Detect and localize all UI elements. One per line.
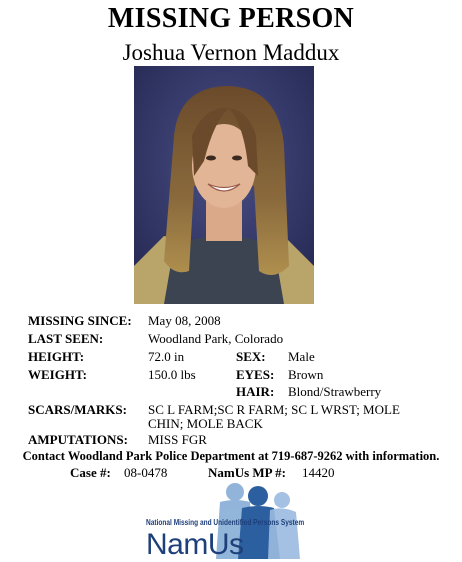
namus-tagline: National Missing and Unidentified Persons System bbox=[146, 518, 305, 527]
contact-line: Contact Woodland Park Police Department at 719-687-9262 with information. bbox=[22, 449, 440, 463]
amputations-value: MISS FGR bbox=[148, 432, 207, 447]
namus-wordmark: NamUs bbox=[146, 528, 244, 561]
sex-value: Male bbox=[288, 349, 315, 364]
namus-mp-value: 14420 bbox=[302, 465, 335, 480]
case-label: Case #: bbox=[70, 465, 111, 480]
weight-label: WEIGHT: bbox=[28, 367, 87, 382]
case-value: 08-0478 bbox=[124, 465, 168, 480]
hair-label: HAIR: bbox=[236, 384, 275, 399]
height-value: 72.0 in bbox=[148, 349, 185, 364]
person-name: Joshua Vernon Maddux bbox=[122, 40, 340, 65]
scars-marks-line2: CHIN; MOLE BACK bbox=[148, 416, 263, 431]
namus-mp-label: NamUs MP #: bbox=[208, 465, 286, 480]
last-seen-label: LAST SEEN: bbox=[28, 331, 104, 346]
eyes-value: Brown bbox=[288, 367, 324, 382]
scars-marks-line1: SC L FARM;SC R FARM; SC L WRST; MOLE bbox=[148, 402, 400, 417]
missing-since-label: MISSING SINCE: bbox=[28, 313, 132, 328]
eyes-label: EYES: bbox=[236, 367, 275, 382]
scars-marks-label: SCARS/MARKS: bbox=[28, 402, 127, 417]
weight-value: 150.0 lbs bbox=[148, 367, 196, 382]
amputations-label: AMPUTATIONS: bbox=[28, 432, 128, 447]
hair-value: Blond/Strawberry bbox=[288, 384, 382, 399]
last-seen-value: Woodland Park, Colorado bbox=[148, 331, 284, 346]
page-title: MISSING PERSON bbox=[107, 3, 355, 34]
person-photo bbox=[134, 66, 314, 304]
height-label: HEIGHT: bbox=[28, 349, 85, 364]
missing-since-value: May 08, 2008 bbox=[148, 313, 221, 328]
sex-label: SEX: bbox=[236, 349, 266, 364]
